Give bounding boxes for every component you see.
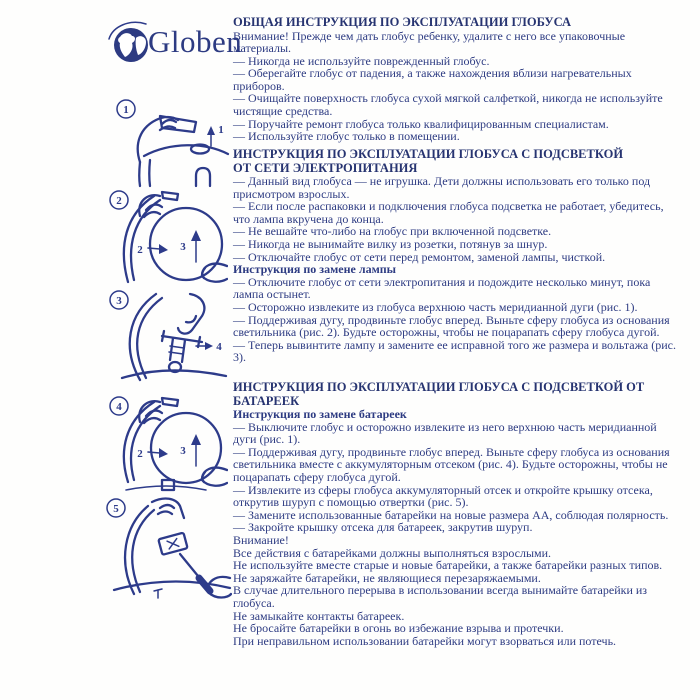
list-item: — Отключите глобус от сети электропитания и подождите несколько минут, пока лампа остынет. <box>233 274 651 302</box>
svg-text:5: 5 <box>113 503 119 515</box>
list-item: — Осторожно извлеките из глобуса верхнюю часть меридианной дуги (рис. 1). <box>233 299 638 314</box>
arc-piece <box>196 168 210 186</box>
section-title <box>233 148 677 175</box>
hand <box>178 294 204 334</box>
list-item: — Поддерживая дугу, продвиньте глобус вперед. Выньте сферу глобуса из основания светильника (рис. 2). Будьте осторожны, чтобы не поцарапать сферу глобуса дугой. <box>233 312 670 340</box>
screwdriver-shaft <box>180 554 198 576</box>
svg-text:4: 4 <box>116 401 122 413</box>
subsection-title: Инструкция по замене лампы <box>233 262 397 277</box>
globe-top-curve <box>144 145 228 156</box>
list-item: — Используйте глобус только в помещении. <box>233 129 460 144</box>
svg-text:2: 2 <box>137 244 143 256</box>
section-title <box>233 381 677 408</box>
warning-item: В случае длительного перерыва в использовании всегда вынимайте батарейки из глобуса. <box>233 583 648 610</box>
svg-text:1: 1 <box>123 104 129 116</box>
list-item: — Оберегайте глобус от падения, а также нахождения вблизи нагревательных приборов. <box>233 66 632 93</box>
section-general-instructions <box>233 16 677 143</box>
svg-text:2: 2 <box>137 448 143 460</box>
svg-text:1: 1 <box>218 124 224 136</box>
svg-text:4: 4 <box>216 341 222 353</box>
list-item: — Закройте крышку отсека для батареек, закрутив шуруп. <box>233 520 533 535</box>
list-item: — Поручайте ремонт глобуса только квалифицированным специалистам. <box>233 116 609 131</box>
figure-5-open-battery-cover <box>102 494 232 607</box>
figure-2-remove-sphere <box>106 188 228 291</box>
svg-text:3: 3 <box>180 445 186 457</box>
arrow-right <box>148 248 160 249</box>
figure-3-replace-lamp <box>106 288 228 389</box>
warning-item: Не бросайте батарейки в огонь во избежание взрыва и протечки. <box>233 621 564 636</box>
figure-1-remove-meridian-top <box>110 96 230 193</box>
section-title-line: БАТАРЕЕК <box>233 393 300 408</box>
globe-sphere <box>150 208 222 280</box>
list-item: — Замените использованные батарейки на новые размера АА, соблюдая полярность. <box>233 507 669 522</box>
list-item: — Извлеките из сферы глобуса аккумуляторный отсек и откройте крышку отсека, открутив шуруп с помощью отвертки (рис. 5). <box>233 482 653 510</box>
lamp-crossbar <box>162 336 202 342</box>
globe-sphere <box>151 413 221 483</box>
subsection-title: Инструкция по замене батареек <box>233 407 407 421</box>
list-item: — Никогда не вынимайте вилку из розетки, потянув за шнур. <box>233 236 548 251</box>
warning-title: Внимание! <box>233 532 289 547</box>
svg-text:3: 3 <box>116 295 122 307</box>
warning-item: Не замыкайте контакты батареек. <box>233 608 405 623</box>
list-item: — Поддерживая дугу, продвиньте глобус вперед. Выньте сферу глобуса из основания светильника вместе с аккумуляторным отсеком (рис. 4). Будьте осторожны, чтобы не поцарапать сферу глобуса дугой. <box>233 444 670 484</box>
arc-knob <box>162 398 178 406</box>
warning-item: Не заряжайте батарейки, не являющиеся перезаряжаемыми. <box>233 570 541 585</box>
section-title-line: ОБЩАЯ ИНСТРУКЦИЯ ПО ЭКСПЛУАТАЦИИ ГЛОБУСА <box>233 15 572 29</box>
warning-item: Все действия с батарейками должны выполняться взрослыми. <box>233 545 552 560</box>
section-title <box>233 16 677 30</box>
globen-logo <box>106 18 242 66</box>
warning-item: При неправильном использовании батарейки могут взорваться или потечь. <box>233 633 617 648</box>
list-item: — Очищайте поверхность глобуса сухой мягкой салфеткой, никогда не используйте чистящие средства. <box>233 91 663 119</box>
intro-paragraph: Внимание! Прежде чем дать глобус ребенку, удалите с него все упаковочные материалы. <box>233 28 626 56</box>
svg-text:2: 2 <box>116 195 122 207</box>
list-item: — Данный вид глобуса — не игрушка. Дети должны использовать его только под присмотром взрослых. <box>233 174 651 201</box>
svg-text:3: 3 <box>180 241 186 253</box>
warning-item: Не используйте вместе старые и новые батарейки, а также батарейки разных типов. <box>233 558 663 573</box>
section-title-line: ИНСТРУКЦИЯ ПО ЭКСПЛУАТАЦИИ ГЛОБУСА С ПОДСВЕТКОЙ ОТ <box>233 380 645 394</box>
list-item: — Теперь вывинтите лампу и замените ее исправной того же размера и вольтажа (рис. 3). <box>233 337 676 365</box>
list-item: — Никогда не используйте поврежденный глобус. <box>233 53 490 68</box>
section-title-line: ОТ СЕТИ ЭЛЕКТРОПИТАНИЯ <box>233 160 418 175</box>
list-item: — Не вешайте что-либо на глобус при включенной подсветке. <box>233 224 552 239</box>
list-item: — Выключите глобус и осторожно извлеките из него верхнюю часть меридианной дуги (рис. 1). <box>233 419 657 447</box>
section-title-line: ИНСТРУКЦИЯ ПО ЭКСПЛУАТАЦИИ ГЛОБУСА С ПОДСВЕТКОЙ <box>233 147 624 161</box>
list-item: — Если после распаковки и подключения глобуса подсветка не работает, убедитесь, что лампа вкручена до конца. <box>233 199 664 226</box>
battery-pack <box>162 480 174 490</box>
brand-name: Globen <box>148 24 243 59</box>
section-battery-powered <box>233 381 677 647</box>
hand-top <box>152 499 184 518</box>
meridian-cap <box>160 116 196 132</box>
arrow-right <box>148 452 160 453</box>
arc-knob <box>162 192 178 200</box>
list-item: — Отключайте глобус от сети перед ремонтом, заменой лампы, чисткой. <box>233 249 606 264</box>
section-mains-powered <box>233 148 677 364</box>
figure-4-remove-sphere-battery <box>106 394 228 497</box>
